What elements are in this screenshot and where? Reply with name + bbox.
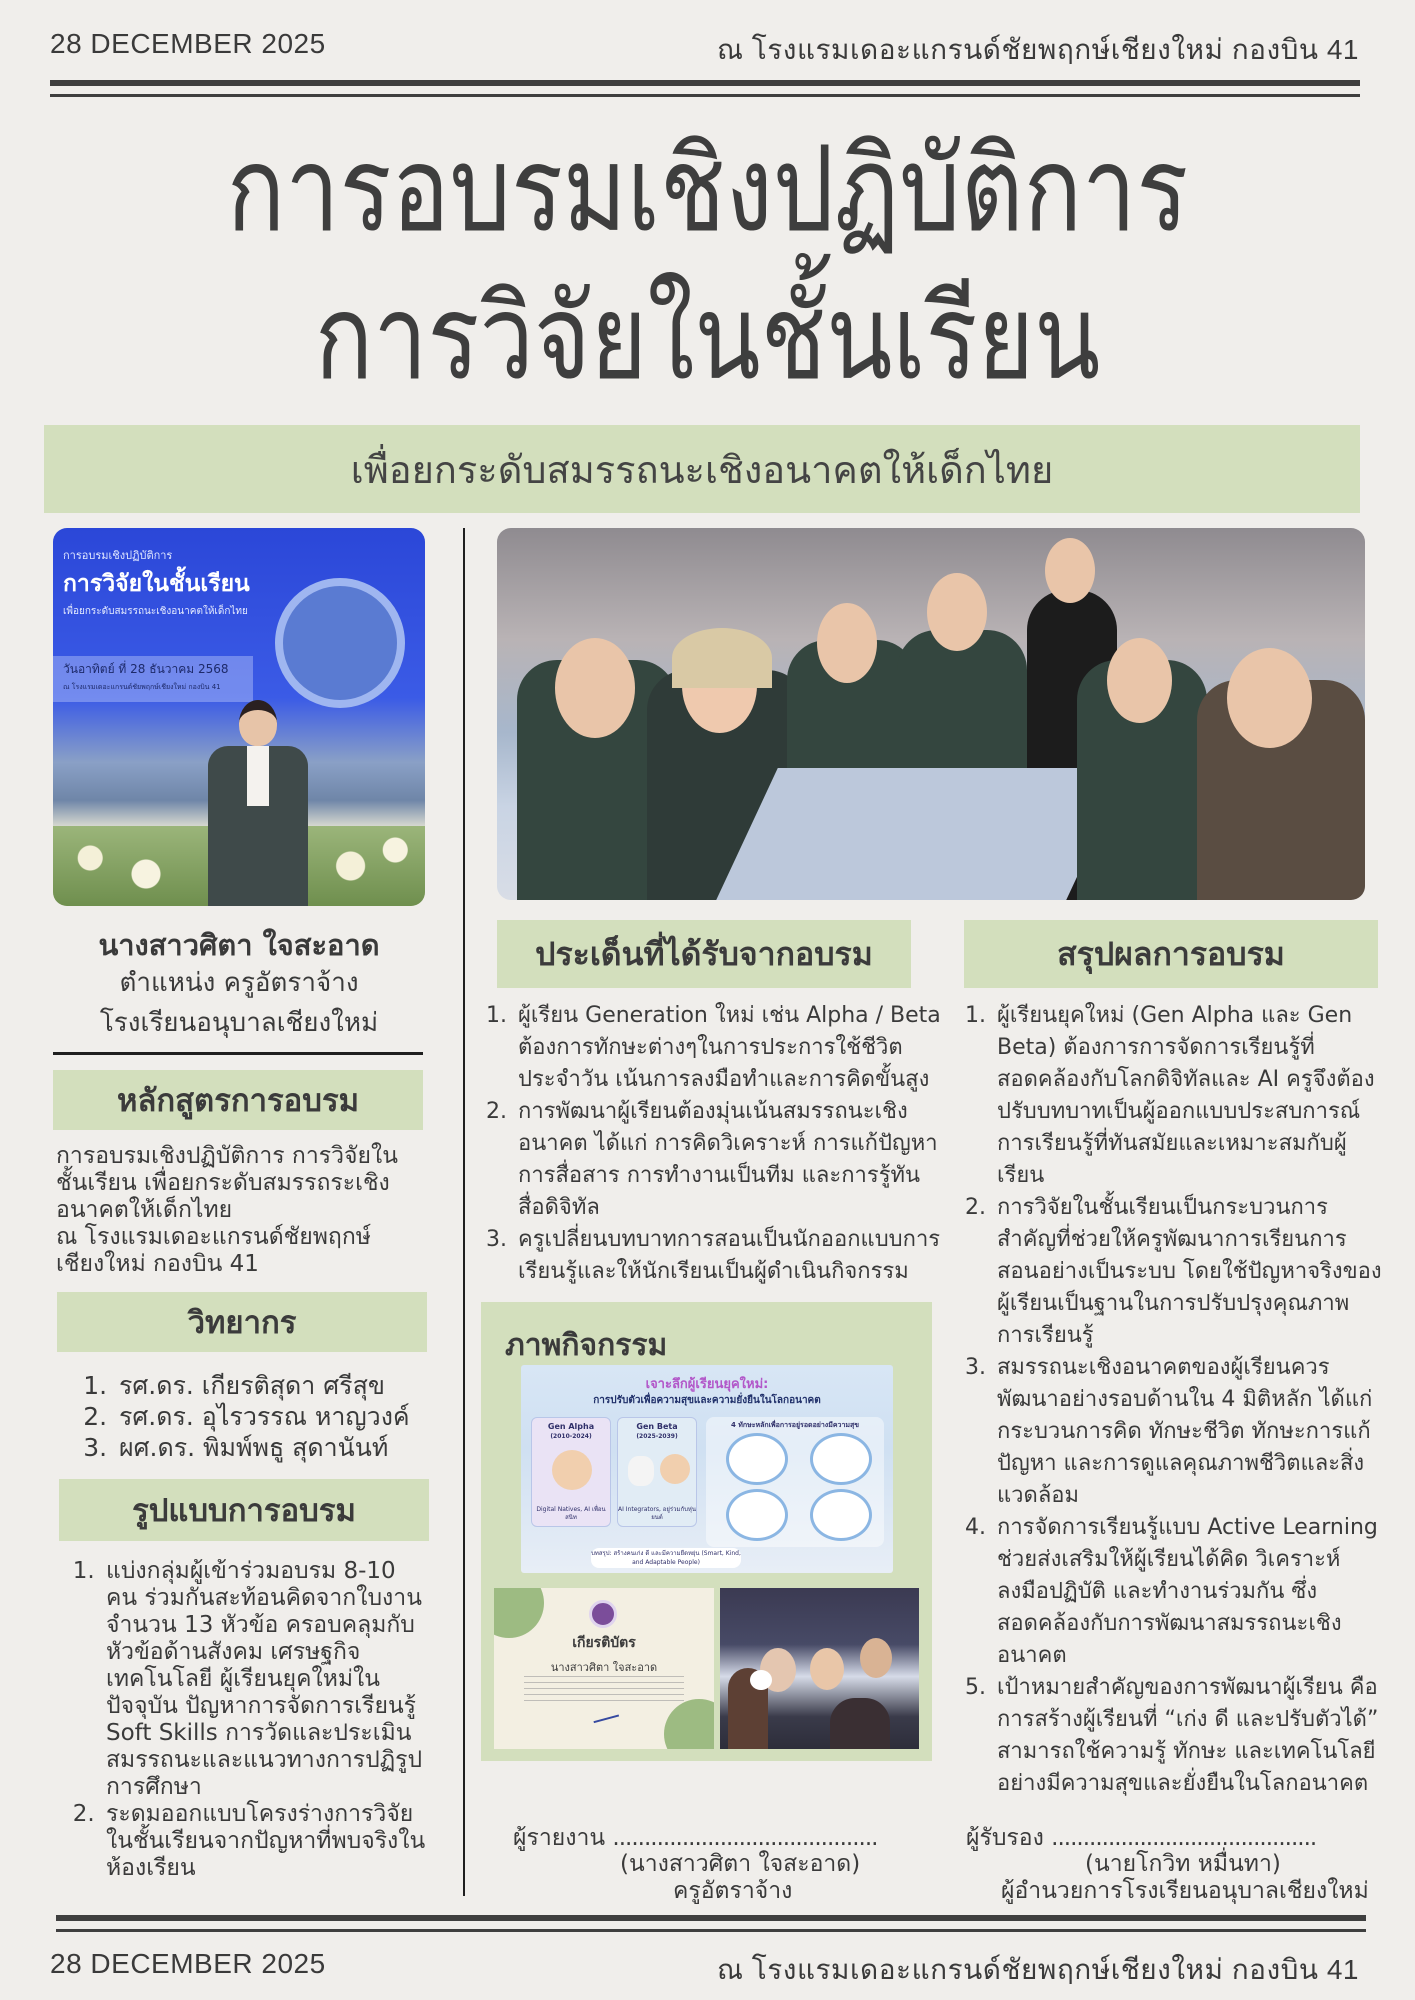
key-point-item: 2. การพัฒนาผู้เรียนต้องมุ่นเน้นสมรรถนะเชิงอนาคต ได้แก่ การคิดวิเคราะห์ การแก้ปัญหา การสื่อสาร การทำงานเป็นทีม และการรู้ทันสื่อดิจิทัล bbox=[514, 1096, 944, 1224]
screen-date-box bbox=[53, 656, 253, 702]
infographic-title: เจาะลึกผู้เรียนยุคใหม่: bbox=[645, 1377, 769, 1392]
speakers-heading: วิทยากร bbox=[57, 1292, 427, 1352]
screen-venue: ณ โรงแรมเดอะแกรนด์ชัยพฤกษ์เชียงใหม่ กองบิน 41 bbox=[63, 683, 221, 691]
format-heading: รูปแบบการอบรม bbox=[59, 1479, 429, 1541]
speakers-list bbox=[85, 1370, 445, 1463]
profile-position: ตำแหน่ง ครูอัตราจ้าง bbox=[119, 968, 359, 998]
profile-photo bbox=[53, 528, 425, 906]
workshop-photo bbox=[720, 1588, 919, 1749]
reporter-name: (นางสาวศิตา ใจสะอาด) bbox=[620, 1851, 861, 1877]
footer-rule-thin bbox=[56, 1929, 1366, 1932]
summary-item: 5. เป้าหมายสำคัญของการพัฒนาผู้เรียน คือ การสร้างผู้เรียนที่ “เก่ง ดี และปรับตัวได้” สามารถใช้ความรู้ ทักษะ และเทคโนโลยีอย่างมีความสุขและยั่งยืนในโลกอนาคต bbox=[993, 1672, 1383, 1800]
footer-rule-thick bbox=[56, 1915, 1366, 1921]
approver-label: ผู้รับรอง bbox=[966, 1825, 1044, 1851]
footer-venue: ณ โรงแรมเดอะแกรนด์ชัยพฤกษ์เชียงใหม่ กองบิน 41 bbox=[716, 1954, 1359, 1985]
format-item: 1. แบ่งกลุ่มผู้เข้าร่วมอบรม 8-10 คน ร่วมกันสะท้อนคิดจากใบงานจำนวน 13 หัวข้อ ครอบคลุมกับหัวข้อด้านสังคม เศรษฐกิจ เทคโนโลยี ผู้เรียนยุคใหม่ในปัจจุบัน ปัญหาการจัดการเรียนรู้ Soft Skills การวัดและประเมินสมรรถนะและแนวทางการปฏิรูปการศึกษา bbox=[102, 1558, 432, 1801]
header-rule-thin bbox=[50, 94, 1360, 97]
infographic-subtitle: การปรับตัวเพื่อความสุขและความยั่งยืนในโลกอนาคต bbox=[593, 1395, 821, 1406]
screen-label: การอบรมเชิงปฏิบัติการ bbox=[63, 549, 173, 562]
profile-name: นางสาวศิตา ใจสะอาด bbox=[98, 928, 380, 962]
gen-alpha-card: Gen Alpha (2010-2024) Digital Natives, AI เพื่อนสนิท bbox=[531, 1417, 611, 1527]
summary-item: 3. สมรรถนะเชิงอนาคตของผู้เรียนควรพัฒนาอย่างรอบด้านใน 4 มิติหลัก ได้แก่ กระบวนการคิด ทักษะชีวิต ทักษะการแก้ปัญหา และการดูแลคุณภาพชีวิตและสิ่งแวดล้อม bbox=[993, 1352, 1383, 1512]
key-points-list bbox=[484, 1000, 944, 1288]
screen-circle-image bbox=[275, 578, 405, 708]
column-divider bbox=[463, 528, 465, 1896]
four-skills-panel: 4 ทักษะหลักเพื่อการอยู่รอดอย่างมีความสุข bbox=[706, 1417, 884, 1547]
curriculum-text: การอบรมเชิงปฏิบัติการ การวิจัยใน ชั้นเรียน เพื่อยกระดับสมรรถระเชิง อนาคตให้เด็กไทย ณ โรงแรมเดอะแกรนด์ชัยพฤกษ์ เชียงใหม่ กองบิน 41 bbox=[56, 1143, 398, 1277]
certificate-recipient: นางสาวศิตา ใจสะอาด bbox=[550, 1661, 658, 1674]
gen-beta-card: Gen Beta (2025-2039) AI Integrators, อยู่ร่วมกับหุ่นยนต์ bbox=[617, 1417, 697, 1527]
screen-subtitle: เพื่อยกระดับสมรรถนะเชิงอนาคตให้เด็กไทย bbox=[63, 606, 248, 617]
header-rule-thick bbox=[50, 80, 1360, 86]
key-point-item: 1. ผู้เรียน Generation ใหม่ เช่น Alpha / Beta ต้องการทักษะต่างๆในการประการใช้ชีวิตประจำวัน เน้นการลงมือทำและการคิดขั้นสูง bbox=[514, 1000, 944, 1096]
reporter-role: ครูอัตราจ้าง bbox=[673, 1878, 793, 1904]
teacher-figure bbox=[203, 700, 313, 906]
approver-dots: .......................................... bbox=[1051, 1825, 1317, 1851]
summary-item: 2. การวิจัยในชั้นเรียนเป็นกระบวนการสำคัญที่ช่วยให้ครูพัฒนาการเรียนการสอนอย่างเป็นระบบ โดยใช้ปัญหาจริงของผู้เรียนเป็นฐานในการปรับปรุงคุณภาพการเรียนรู้ bbox=[993, 1192, 1383, 1352]
summary-item: 4. การจัดการเรียนรู้แบบ Active Learning ช่วยส่งเสริมให้ผู้เรียนได้คิด วิเคราะห์ ลงมือปฏิบัติ และทำงานร่วมกัน ซึ่งสอดคล้องกับการพัฒนาสมรรถนะเชิงอนาคต bbox=[993, 1512, 1383, 1672]
certificate-title: เกียรติบัตร bbox=[572, 1635, 636, 1651]
reporter-label: ผู้รายงาน bbox=[513, 1825, 606, 1851]
header-venue: ณ โรงแรมเดอะแกรนด์ชัยพฤกษ์เชียงใหม่ กองบิน 41 bbox=[716, 34, 1359, 65]
page-title-line1: การอบรมเชิงปฏิบัติการ bbox=[226, 120, 1189, 258]
curriculum-heading: หลักสูตรการอบรม bbox=[53, 1070, 423, 1130]
reporter-dots: .......................................... bbox=[612, 1825, 878, 1851]
subtitle-banner bbox=[44, 425, 1360, 513]
group-photo bbox=[497, 528, 1365, 900]
screen-date: วันอาทิตย์ ที่ 28 ธันวาคม 2568 bbox=[63, 662, 229, 676]
activities-heading: ภาพกิจกรรม bbox=[505, 1328, 668, 1363]
signature-mark bbox=[591, 1705, 619, 1723]
approver-name: (นายโกวิท หมื่นทา) bbox=[1085, 1851, 1281, 1877]
key-points-heading: ประเด็นที่ได้รับจากอบรม bbox=[497, 920, 911, 988]
profile-school: โรงเรียนอนุบาลเชียงใหม่ bbox=[99, 1008, 379, 1038]
screen-title: การวิจัยในชั้นเรียน bbox=[63, 571, 250, 597]
infographic-image bbox=[521, 1365, 893, 1573]
speaker-item: 1. รศ.ดร. เกียรติสุดา ศรีสุข bbox=[115, 1370, 445, 1401]
summary-list bbox=[963, 1000, 1383, 1800]
speaker-item: 2. รศ.ดร. อุไรวรรณ หาญวงค์ bbox=[115, 1401, 445, 1432]
page-title-line2: การวิจัยในชั้นเรียน bbox=[314, 268, 1101, 406]
left-divider bbox=[53, 1052, 423, 1055]
summary-heading: สรุปผลการอบรม bbox=[964, 920, 1378, 988]
summary-item: 1. ผู้เรียนยุคใหม่ (Gen Alpha และ Gen Beta) ต้องการการจัดการเรียนรู้ที่สอดคล้องกับโลกดิจิทัลและ AI ครูจึงต้องปรับบทบาทเป็นผู้ออกแบบประสบการณ์การเรียนรู้ที่ทันสมัยและเหมาะสมกับผู้เรียน bbox=[993, 1000, 1383, 1192]
speaker-item: 3. ผศ.ดร. พิมพ์พธู สุดานันท์ bbox=[115, 1432, 445, 1463]
format-list bbox=[72, 1558, 432, 1882]
key-point-item: 3. ครูเปลี่ยนบทบาทการสอนเป็นนักออกแบบการเรียนรู้และให้นักเรียนเป็นผู้ดำเนินกิจกรรม bbox=[514, 1224, 944, 1288]
infographic-footer: บทสรุป: สร้างคนเก่ง ดี และมีความยืดหยุ่น (Smart, Kind, and Adaptable People) bbox=[591, 1550, 741, 1566]
header-date: 28 DECEMBER 2025 bbox=[50, 28, 326, 59]
footer-date: 28 DECEMBER 2025 bbox=[50, 1948, 326, 1979]
activities-box bbox=[481, 1302, 932, 1761]
subtitle-text: เพื่อยกระดับสมรรถนะเชิงอนาคตให้เด็กไทย bbox=[350, 447, 1054, 492]
certificate-image bbox=[494, 1588, 714, 1749]
format-item: 2. ระดมออกแบบโครงร่างการวิจัยในชั้นเรียนจากปัญหาที่พบจริงในห้องเรียน bbox=[102, 1801, 432, 1882]
university-seal-icon bbox=[589, 1600, 617, 1628]
approver-role: ผู้อำนวยการโรงเรียนอนุบาลเชียงใหม่ bbox=[1001, 1878, 1369, 1904]
